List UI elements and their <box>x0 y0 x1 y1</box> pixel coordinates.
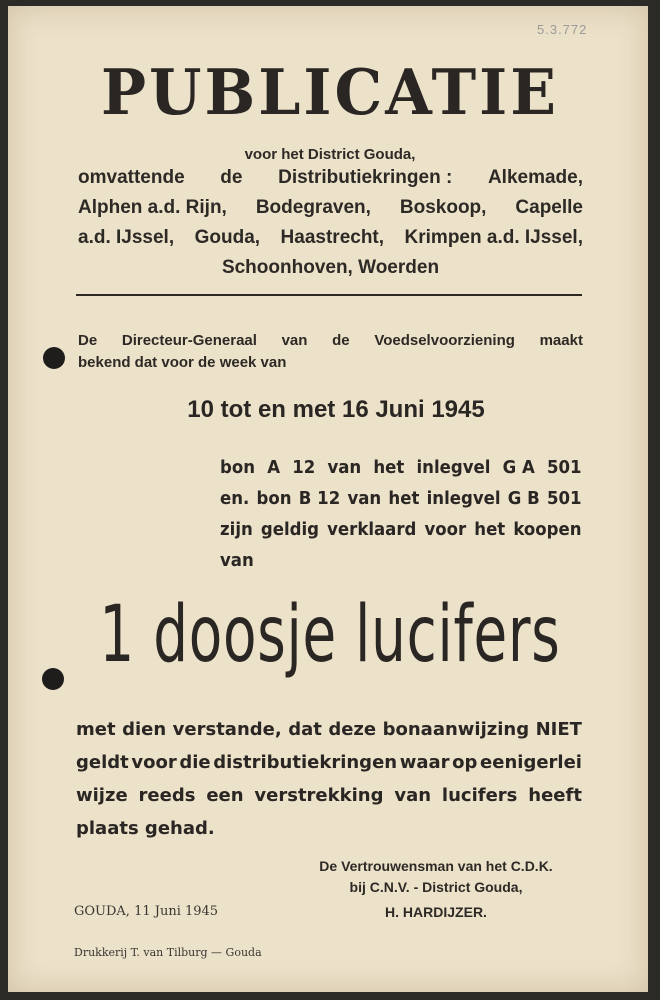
signer-name: H. HARDIJZER. <box>385 904 487 920</box>
product-headline: 1 doosje lucifers <box>99 590 561 680</box>
districts-line: omvattende de Distributiekringen : Alkemade, <box>78 167 583 188</box>
place-and-date: GOUDA, 11 Juni 1945 <box>74 904 219 919</box>
coupon-text <box>220 452 582 576</box>
intro-line: bekend dat voor de week van <box>78 354 287 371</box>
validity-date: 10 tot en met 16 Juni 1945 <box>187 396 485 423</box>
districts-line: Schoonhoven, Woerden <box>221 257 440 278</box>
coupon-line: van <box>220 550 254 571</box>
poster-title: PUBLICATIE <box>101 56 559 130</box>
poster-subtitle: voor het District Gouda, <box>244 146 416 163</box>
punch-hole <box>42 668 64 690</box>
intro-line: De Directeur-Generaal van de Voedselvoorziening maakt <box>78 332 583 349</box>
notice-line: wijze reeds een verstrekking van lucifers heeft <box>76 785 582 806</box>
notice-line: geldt voor die distributiekringen waar op eenigerlei <box>76 752 582 773</box>
signature-block <box>290 856 582 923</box>
signer-title: De Vertrouwensman van het C.D.K. <box>319 858 553 874</box>
districts-list <box>78 163 583 283</box>
coupon-line: bon A 12 van het inlegvel G A 501 <box>220 457 582 478</box>
intro-text <box>78 330 583 374</box>
districts-line: Alphen a.d. Rijn, Bodegraven, Boskoop, Capelle <box>78 197 583 218</box>
punch-hole <box>43 347 65 369</box>
districts-line: a.d. IJssel, Gouda, Haastrecht, Krimpen a.d. IJssel, <box>78 227 583 248</box>
divider <box>76 294 582 296</box>
coupon-line: zijn geldig verklaard voor het koopen <box>220 519 582 540</box>
notice-line: met dien verstande, dat deze bonaanwijzing NIET <box>76 719 582 740</box>
archive-number: 5.3.772 <box>537 22 588 37</box>
coupon-line: en. bon B 12 van het inlegvel G B 501 <box>220 488 582 509</box>
signer-organization: bij C.N.V. - District Gouda, <box>349 879 523 895</box>
printer-credit: Drukkerij T. van Tilburg — Gouda <box>74 946 262 959</box>
notice-text <box>76 713 582 845</box>
notice-line: plaats gehad. <box>76 818 215 839</box>
